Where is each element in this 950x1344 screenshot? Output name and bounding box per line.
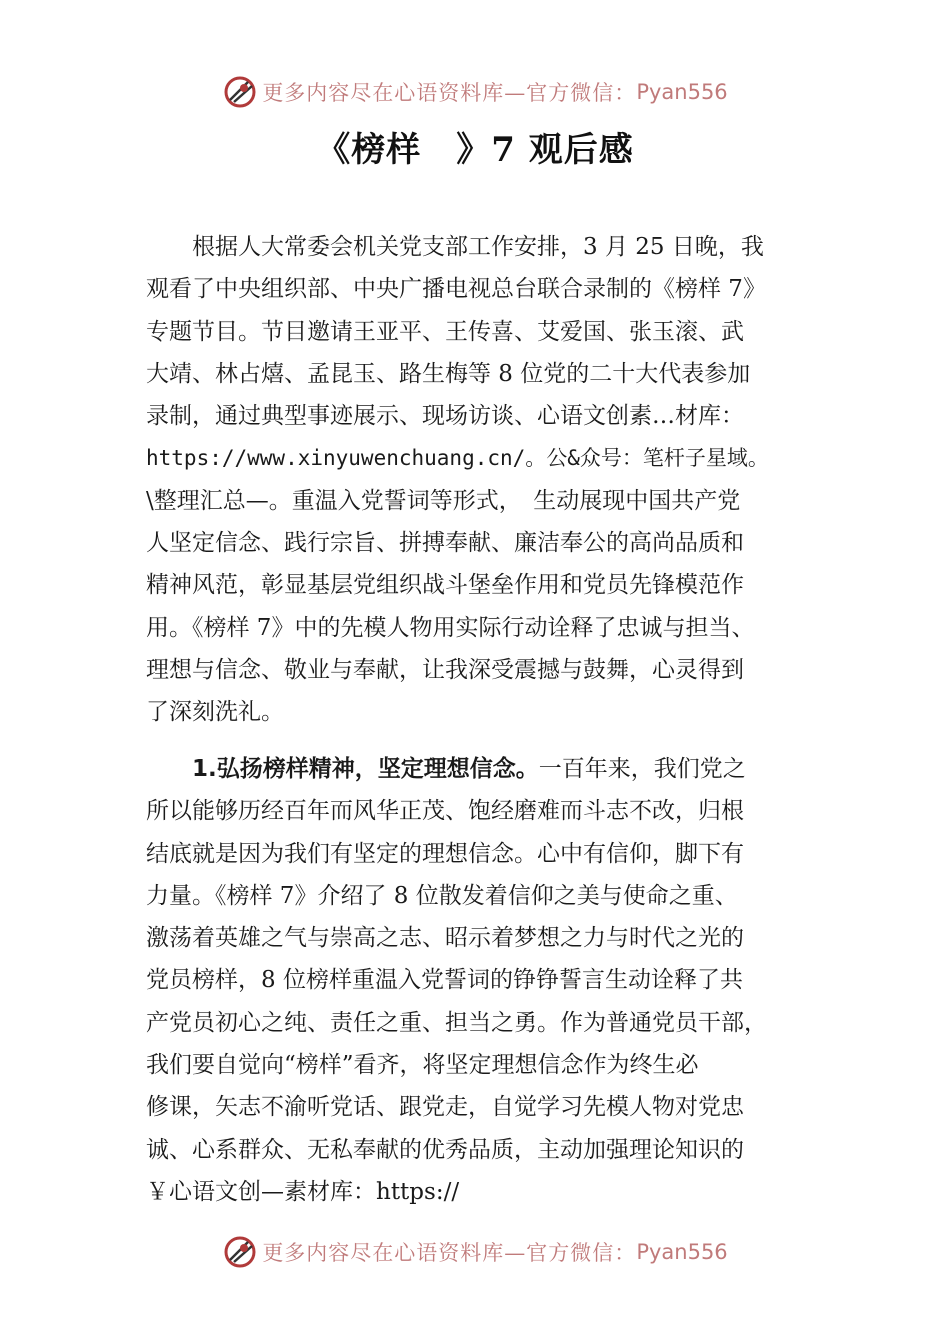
text-line: ￥心语文创—素材库：https:// — [146, 1178, 460, 1205]
section-heading: 1.弘扬榜样精神，坚定理想信念。 — [192, 756, 539, 782]
footer-watermark — [0, 1232, 950, 1272]
text-line: 了深刻洗礼。 — [146, 699, 284, 726]
logo-icon — [222, 1234, 258, 1270]
text-line: 所以能够历经百年而风华正茂、饱经磨难而斗志不改，归根 — [146, 798, 744, 825]
text-fragment: 一百年来，我们党之 — [538, 756, 746, 782]
text-line: 精神风范，彰显基层党组织战斗堡垒作用和党员先锋模范作 — [146, 572, 744, 599]
watermark-text: 更多内容尽在心语资料库—官方微信： — [262, 1241, 637, 1265]
text-line: 专题节目。节目邀请王亚平、王传喜、艾爱国、张玉滚、武 — [146, 318, 744, 345]
text-line: 结底就是因为我们有坚定的理想信念。心中有信仰，脚下有 — [146, 840, 744, 867]
logo-icon — [222, 74, 258, 110]
text-line: 观看了中央组织部、中央广播电视总台联合录制的《榜样 7》 — [146, 276, 766, 303]
text-line: 理想与信念、敬业与奉献，让我深受震撼与鼓舞，心灵得到 — [146, 656, 744, 683]
text-line: 修课，矢志不渝听党话、跟党走，自觉学习先模人物对党忠 — [146, 1094, 744, 1121]
header-watermark — [0, 72, 950, 112]
watermark-wechat: Pyan556 — [636, 80, 728, 104]
text-line: 用。《榜样 7》中的先模人物用实际行动诠释了忠诚与担当、 — [146, 614, 755, 641]
text-line: 大靖、林占熺、孟昆玉、路生梅等 8 位党的二十大代表参加 — [146, 360, 751, 387]
paragraph-1 — [146, 226, 826, 734]
text-line: 激荡着英雄之气与崇高之志、昭示着梦想之力与时代之光的 — [146, 925, 744, 952]
text-line: https://www.xinyuwenchuang.cn/。公&众号：笔杆子星域。 — [146, 446, 769, 471]
paragraph-2 — [146, 748, 826, 1213]
text-line: 人坚定信念、践行宗旨、拼搏奉献、廉洁奉公的高尚品质和 — [146, 530, 744, 557]
watermark-text: 更多内容尽在心语资料库—官方微信： — [262, 81, 637, 105]
text-line: 产党员初心之纯、责任之重、担当之勇。作为普通党员干部， — [146, 1009, 767, 1036]
text-line: 党员榜样，8 位榜样重温入党誓词的铮铮誓言生动诠释了共 — [146, 967, 743, 994]
text-line: \整理汇总—。重温入党誓词等形式， 生动展现中国共产党 — [146, 487, 741, 514]
page-title: 《榜样 》7 观后感 — [316, 130, 634, 170]
text-line: 录制，通过典型事迹展示、现场访谈、心语文创素…材库： — [146, 403, 744, 430]
text-line: 诚、心系群众、无私奉献的优秀品质，主动加强理论知识的 — [146, 1136, 744, 1163]
text-line: 我们要自觉向“榜样”看齐，将坚定理想信念作为终生必 — [146, 1052, 699, 1079]
text-line: 根据人大常委会机关党支部工作安排，3 月 25 日晚，我 — [192, 234, 764, 260]
text-line: 力量。《榜样 7》介绍了 8 位散发着信仰之美与使命之重、 — [146, 882, 738, 909]
watermark-wechat: Pyan556 — [636, 1240, 728, 1264]
text-line — [146, 748, 826, 790]
